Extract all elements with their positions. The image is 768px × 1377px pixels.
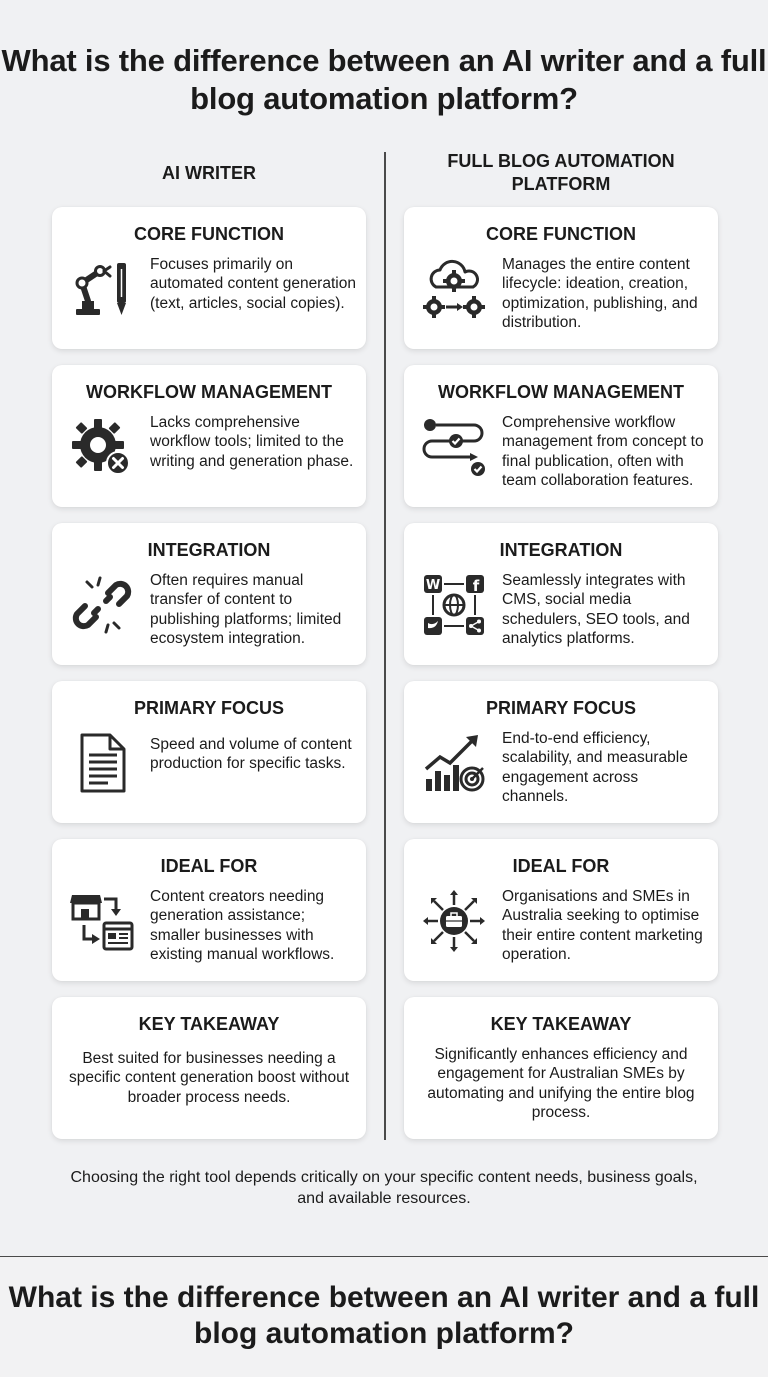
card-description: Best suited for businesses needing a specific content generation boost without broader process needs. — [68, 1050, 350, 1106]
ai-writer-ideal-for-card — [52, 839, 366, 981]
platform-key-takeaway-card — [404, 997, 718, 1139]
card-title: KEY TAKEAWAY — [490, 1014, 632, 1034]
gear-cross-icon — [70, 415, 134, 479]
card-title: KEY TAKEAWAY — [138, 1014, 280, 1034]
card-title: WORKFLOW MANAGEMENT — [86, 382, 332, 402]
platform-integration-card — [404, 523, 718, 665]
integrations-globe-icon — [422, 573, 486, 637]
workflow-checks-icon — [422, 415, 486, 479]
card-title: INTEGRATION — [499, 540, 623, 560]
card-description: Often requires manual transfer of content to publishing platforms; limited ecosystem integration. — [150, 572, 342, 648]
bottom-title: What is the difference between an AI writer and a full blog automation platform? — [8, 1281, 760, 1350]
growth-target-icon — [422, 731, 486, 795]
ai-writer-primary-focus-card — [52, 681, 366, 823]
card-title: PRIMARY FOCUS — [133, 698, 284, 718]
card-description: Focuses primarily on automated content generation (text, articles, social copies). — [150, 256, 356, 312]
robot-arm-pen-icon — [70, 257, 134, 321]
card-title: PRIMARY FOCUS — [485, 698, 636, 718]
page-title: What is the difference between an AI writer and a full blog automation platform? — [1, 43, 767, 116]
card-description: Significantly enhances efficiency and engagement for Australian SMEs by automating and unifying the entire blog process. — [427, 1046, 695, 1122]
card-title: INTEGRATION — [147, 540, 271, 560]
store-to-document-icon — [70, 889, 134, 953]
ai-writer-workflow-card — [52, 365, 366, 507]
svg-text:f: f — [472, 577, 480, 595]
platform-core-function-card — [404, 207, 718, 349]
card-description: Lacks comprehensive workflow tools; limited to the writing and generation phase. — [150, 414, 354, 470]
svg-text:W: W — [425, 578, 441, 593]
card-title: IDEAL FOR — [160, 856, 258, 876]
card-description: Manages the entire content lifecycle: ideation, creation, optimization, publishing, and distribution. — [502, 256, 698, 332]
platform-primary-focus-card — [404, 681, 718, 823]
card-description: Organisations and SMEs in Australia seeking to optimise their entire content marketing operation. — [502, 888, 703, 964]
ai-writer-integration-card — [52, 523, 366, 665]
ai-writer-core-function-card — [52, 207, 366, 349]
broken-link-icon — [70, 573, 134, 637]
document-icon — [70, 731, 134, 795]
card-title: IDEAL FOR — [512, 856, 610, 876]
conclusion-note: Choosing the right tool depends critically on your specific content needs, business goals, and available resources. — [70, 1169, 698, 1207]
card-title: CORE FUNCTION — [486, 224, 636, 244]
ai-writer-key-takeaway-card — [52, 997, 366, 1139]
cloud-gears-icon — [422, 257, 486, 321]
column-header-automation-platform: FULL BLOG AUTOMATION PLATFORM — [447, 151, 675, 194]
column-divider — [384, 152, 386, 1140]
platform-ideal-for-card — [404, 839, 718, 981]
card-title: WORKFLOW MANAGEMENT — [438, 382, 684, 402]
card-description: End-to-end efficiency, scalability, and measurable engagement across channels. — [502, 730, 688, 806]
platform-workflow-card — [404, 365, 718, 507]
briefcase-arrows-icon — [422, 889, 486, 953]
card-description: Seamlessly integrates with CMS, social media schedulers, SEO tools, and analytics platforms. — [502, 572, 690, 648]
card-description: Comprehensive workflow management from concept to final publication, often with team collaboration features. — [502, 414, 704, 490]
card-description: Content creators needing generation assistance; smaller businesses with existing manual workflows. — [150, 888, 335, 964]
column-header-ai-writer: AI WRITER — [162, 163, 256, 183]
card-title: CORE FUNCTION — [134, 224, 284, 244]
card-description: Speed and volume of content production for specific tasks. — [150, 736, 352, 773]
